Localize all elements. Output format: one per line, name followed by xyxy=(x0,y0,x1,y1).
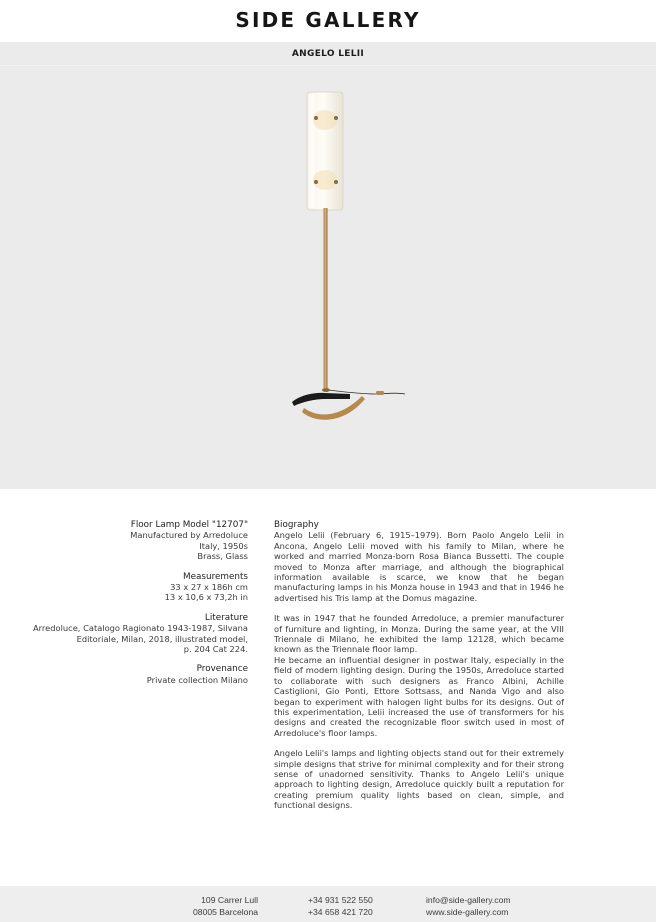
artist-divider xyxy=(0,65,656,66)
artwork-details xyxy=(20,520,248,685)
literature-line: Arredoluce, Catalogo Ragionato 1943-1987, Silvana xyxy=(32,623,248,634)
email-link[interactable]: info@side-gallery.com xyxy=(426,895,511,905)
measurement-line: 33 x 27 x 186h cm xyxy=(170,582,248,593)
artist-name: ANGELO LELII xyxy=(291,49,365,59)
measurement-line: 13 x 10,6 x 73,2h in xyxy=(164,592,248,603)
object-line: Manufactured by Arredoluce xyxy=(130,530,248,541)
provenance-heading: Provenance xyxy=(196,664,248,675)
object-line: Italy, 1950s xyxy=(199,540,248,551)
measurements-heading: Measurements xyxy=(183,571,248,582)
product-hero xyxy=(0,42,656,489)
footer-phones xyxy=(308,895,398,918)
floor-lamp-image xyxy=(270,90,420,430)
biography-paragraph: It was in 1947 that he founded Arredoluce, a premier manufacturer of furniture and lighting, in Monza. During the same year, at the VIII Triennale di Milano, he exhibited the lamp 12128, which became known as the Triennale floor lamp. xyxy=(274,613,564,655)
brand-logo: SIDE GALLERY xyxy=(235,8,421,32)
footer-address xyxy=(160,895,258,918)
address-line: 08005 Barcelona xyxy=(193,906,258,917)
biography-paragraph: Angelo Lelii (February 6, 1915–1979). Born Paolo Angelo Lelii in Ancona, Angelo Lelii moved with his family to Milan, where he worked and married Monza-born Rosa Bianca Bussetti. The couple moved to Monza after marriage, and although the biographical information available is scarce, we know that he began manufacturing lamps in his Monza house in 1943 and that in 1946 he advertised his Tris lamp at the Domus magazine. xyxy=(274,530,564,603)
object-title: Floor Lamp Model "12707" xyxy=(130,520,248,530)
phone-number[interactable]: +34 931 522 550 xyxy=(308,895,373,905)
address-line: 109 Carrer Lull xyxy=(201,895,258,905)
website-link[interactable]: www.side-gallery.com xyxy=(426,906,509,917)
literature-line: p. 204 Cat 224. xyxy=(183,644,248,655)
object-line: Brass, Glass xyxy=(197,551,248,562)
literature-line: Editoriale, Milan, 2018, illustrated model, xyxy=(76,633,248,644)
biography-heading: Biography xyxy=(274,520,319,530)
biography-paragraph: Angelo Lelii's lamps and lighting objects stand out for their extremely simple designs that strive for minimal complexity and for their strong sense of unadorned sensitivity. Thanks to Angelo Lelii's unique approach to lighting design, Arredoluce quickly built a reputation for creating premium quality lights based on clean, simple, and functional designs. xyxy=(274,748,564,811)
provenance-line: Private collection Milano xyxy=(146,674,248,685)
literature-heading: Literature xyxy=(204,612,248,623)
page-footer xyxy=(0,886,656,922)
footer-contact xyxy=(426,895,546,918)
biography-section xyxy=(274,520,564,811)
phone-number[interactable]: +34 658 421 720 xyxy=(308,906,373,917)
biography-paragraph: He became an influential designer in postwar Italy, especially in the field of modern lighting design. During the 1950s, Arredoluce started to collaborate with such designers as Franco Albini, Achille Castiglioni, Gio Ponti, Ettore Sottsass, and Nanda Vigo and also began to experiment with halogen light bulbs for its designs. Out of this experimentation, Lelii increased the use of transformers for his designs and created the recognizable floor switch used in most of Arredoluce's floor lamps. xyxy=(274,654,564,738)
